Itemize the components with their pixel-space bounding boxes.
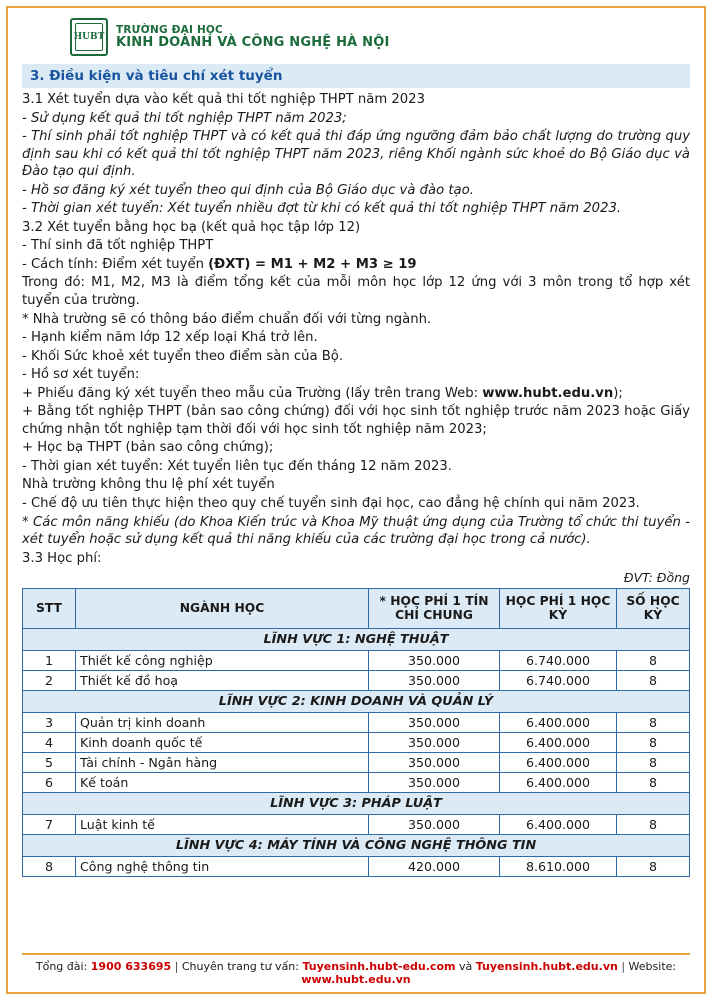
talent-subjects-prefix: * Các môn năng khiếu [22, 514, 174, 530]
university-logo-icon [70, 18, 108, 56]
talent-subjects-detail: (do Khoa Kiến trúc và Khoa Mỹ thuật ứng dụng của Trường tổ chức thi tuyển - xét tuyển hoặc sử dụng kết quả thi năng khiếu của các trường đại học trong cả nước). [22, 514, 690, 548]
table-row [23, 772, 690, 792]
cell-credit-fee: 350.000 [369, 650, 500, 670]
paragraph-3-2: 3.2 Xét tuyển bằng học bạ (kết quả học tập lớp 12) [22, 219, 361, 235]
cell-major: Kinh doanh quốc tế [76, 732, 369, 752]
paragraph-quality-threshold: - Thí sinh phải tốt nghiệp THPT và có kết quả thi đáp ứng ngưỡng đảm bảo chất lượng do trường quy định sau khi có kết quả thi tốt nghiệp THPT năm 2023, riêng Khối ngành sức khoẻ do Bộ Giáo dục và Đào tạo qui định. [22, 129, 690, 180]
paragraph-formula-explain: Trong đó: M1, M2, M3 là điểm tổng kết của mỗi môn học lớp 12 ứng với 3 môn trong tổ hợp xét tuyển của trường. [22, 275, 690, 309]
header-semester-fee: HỌC PHÍ 1 HỌC KỲ [500, 589, 617, 628]
paragraph-graduated: - Thí sinh đã tốt nghiệp THPT [22, 238, 214, 254]
cell-semester-count: 8 [617, 814, 690, 834]
paragraph-exam-result: - Sử dụng kết quả thi tốt nghiệp THPT năm 2023; [22, 110, 347, 126]
document-header [22, 18, 690, 56]
cell-major: Quản trị kinh doanh [76, 712, 369, 732]
cell-semester-count: 8 [617, 856, 690, 876]
cell-semester-count: 8 [617, 650, 690, 670]
header-semester-count: SỐ HỌC KỲ [617, 589, 690, 628]
cell-semester-count: 8 [617, 712, 690, 732]
paragraph-3-3: 3.3 Học phí: [22, 550, 102, 566]
tuition-fee-table [22, 588, 690, 876]
table-row [23, 670, 690, 690]
table-group-row [23, 628, 690, 650]
paragraph-admission-period: - Thời gian xét tuyển: Xét tuyển liên tục đến tháng 12 năm 2023. [22, 458, 452, 474]
university-name-line2: KINH DOANH VÀ CÔNG NGHỆ HÀ NỘI [116, 34, 390, 50]
table-row [23, 712, 690, 732]
logo-letters: HUBT [73, 32, 105, 42]
table-row [23, 856, 690, 876]
paragraph-talent-subjects [22, 514, 690, 549]
cell-semester-fee: 6.400.000 [500, 712, 617, 732]
table-header-row [23, 589, 690, 628]
formula-prefix: - Cách tính: Điểm xét tuyển [22, 256, 209, 272]
table-group-label: LĨNH VỰC 3: PHÁP LUẬT [23, 792, 690, 814]
paragraph-conduct: - Hạnh kiểm năm lớp 12 xếp loại Khá trở lên. [22, 330, 318, 346]
footer-hotline-label: Tổng đài: [35, 960, 88, 973]
table-group-label: LĨNH VỰC 1: NGHỆ THUẬT [23, 628, 690, 650]
paragraph-no-fee: Nhà trường không thu lệ phí xét tuyển [22, 477, 275, 493]
formula-bold: (ĐXT) = M1 + M2 + M3 ≥ 19 [208, 256, 417, 272]
cell-semester-count: 8 [617, 752, 690, 772]
cell-credit-fee: 350.000 [369, 712, 500, 732]
footer-separator-1: | [174, 960, 179, 973]
cell-semester-fee: 6.400.000 [500, 814, 617, 834]
paragraph-transcript: + Học bạ THPT (bản sao công chứng); [22, 440, 274, 456]
header-credit-fee: * HỌC PHÍ 1 TÍN CHỈ CHUNG [369, 589, 500, 628]
university-name [116, 24, 390, 51]
cell-credit-fee: 350.000 [369, 772, 500, 792]
table-row [23, 650, 690, 670]
cell-stt: 1 [23, 650, 76, 670]
cell-stt: 3 [23, 712, 76, 732]
footer-separator-2: | [621, 960, 626, 973]
footer-hotline: 1900 633695 [90, 960, 172, 973]
paragraph-3-1: 3.1 Xét tuyển dựa vào kết quả thi tốt nghiệp THPT năm 2023 [22, 92, 425, 107]
document-content [22, 18, 690, 982]
paragraph-formula [22, 256, 690, 274]
footer-consult-label: Chuyên trang tư vấn: [181, 960, 299, 973]
section-heading: 3. Điều kiện và tiêu chí xét tuyển [22, 64, 690, 88]
table-group-row [23, 792, 690, 814]
paragraph-admission-time: - Thời gian xét tuyển: Xét tuyển nhiều đợt từ khi có kết quả thi tốt nghiệp THPT năm 2023. [22, 201, 622, 217]
footer-website-label: Website: [628, 960, 677, 973]
paragraph-priority-policy: - Chế độ ưu tiên thực hiện theo quy chế tuyển sinh đại học, cao đẳng hệ chính qui năm 2023. [22, 496, 640, 512]
footer-consult-site[interactable]: Tuyensinh.hubt.edu.vn [475, 960, 618, 973]
cell-semester-fee: 8.610.000 [500, 856, 617, 876]
registration-form-suffix: ); [613, 385, 623, 401]
cell-stt: 4 [23, 732, 76, 752]
table-row [23, 732, 690, 752]
cell-stt: 6 [23, 772, 76, 792]
table-body [23, 628, 690, 876]
cell-semester-count: 8 [617, 732, 690, 752]
cell-stt: 8 [23, 856, 76, 876]
table-group-row [23, 834, 690, 856]
cell-semester-fee: 6.740.000 [500, 650, 617, 670]
university-name-line1: TRƯỜNG ĐẠI HỌC [116, 23, 223, 36]
cell-major: Công nghệ thông tin [76, 856, 369, 876]
paragraph-application-rules: - Hồ sơ đăng ký xét tuyển theo qui định của Bộ Giáo dục và đào tạo. [22, 182, 474, 198]
cell-major: Tài chính - Ngân hàng [76, 752, 369, 772]
table-group-label: LĨNH VỰC 4: MÁY TÍNH VÀ CÔNG NGHỆ THÔNG TIN [23, 834, 690, 856]
cell-semester-fee: 6.740.000 [500, 670, 617, 690]
table-group-row [23, 690, 690, 712]
paragraph-documents-label: - Hồ sơ xét tuyển: [22, 367, 140, 383]
paragraph-diploma: + Bằng tốt nghiệp THPT (bản sao công chứng) đối với học sinh tốt nghiệp trước năm 2023 hoặc Giấy chứng nhận tốt nghiệp tạm thời đối với học sinh tốt nghiệp năm 2023; [22, 404, 690, 437]
header-major: NGÀNH HỌC [76, 589, 369, 628]
table-row [23, 752, 690, 772]
cell-major: Luật kinh tế [76, 814, 369, 834]
cell-major: Thiết kế công nghiệp [76, 650, 369, 670]
footer-consult-email[interactable]: Tuyensinh.hubt-edu.com [302, 960, 456, 973]
cell-major: Kế toán [76, 772, 369, 792]
cell-stt: 5 [23, 752, 76, 772]
paragraph-health-block: - Khối Sức khoẻ xét tuyển theo điểm sàn của Bộ. [22, 348, 344, 364]
cell-credit-fee: 420.000 [369, 856, 500, 876]
footer-website[interactable]: www.hubt.edu.vn [301, 973, 411, 986]
cell-semester-fee: 6.400.000 [500, 732, 617, 752]
paragraph-registration-form [22, 385, 690, 403]
cell-semester-count: 8 [617, 772, 690, 792]
cell-semester-fee: 6.400.000 [500, 772, 617, 792]
table-head [23, 589, 690, 628]
cell-semester-fee: 6.400.000 [500, 752, 617, 772]
unit-note: ĐVT: Đồng [623, 570, 690, 586]
cell-stt: 7 [23, 814, 76, 834]
footer-and: và [458, 960, 473, 973]
registration-form-website: www.hubt.edu.vn [482, 385, 614, 401]
cell-semester-count: 8 [617, 670, 690, 690]
cell-stt: 2 [23, 670, 76, 690]
paragraph-benchmark-note: * Nhà trường sẽ có thông báo điểm chuẩn đối với từng ngành. [22, 311, 432, 327]
registration-form-prefix: + Phiếu đăng ký xét tuyển theo mẫu của Trường (lấy trên trang Web: [22, 385, 483, 401]
cell-credit-fee: 350.000 [369, 752, 500, 772]
page-footer [22, 953, 690, 986]
cell-credit-fee: 350.000 [369, 814, 500, 834]
cell-credit-fee: 350.000 [369, 670, 500, 690]
cell-major: Thiết kế đồ hoạ [76, 670, 369, 690]
table-group-label: LĨNH VỰC 2: KINH DOANH VÀ QUẢN LÝ [23, 690, 690, 712]
table-row [23, 814, 690, 834]
cell-credit-fee: 350.000 [369, 732, 500, 752]
header-stt: STT [23, 589, 76, 628]
